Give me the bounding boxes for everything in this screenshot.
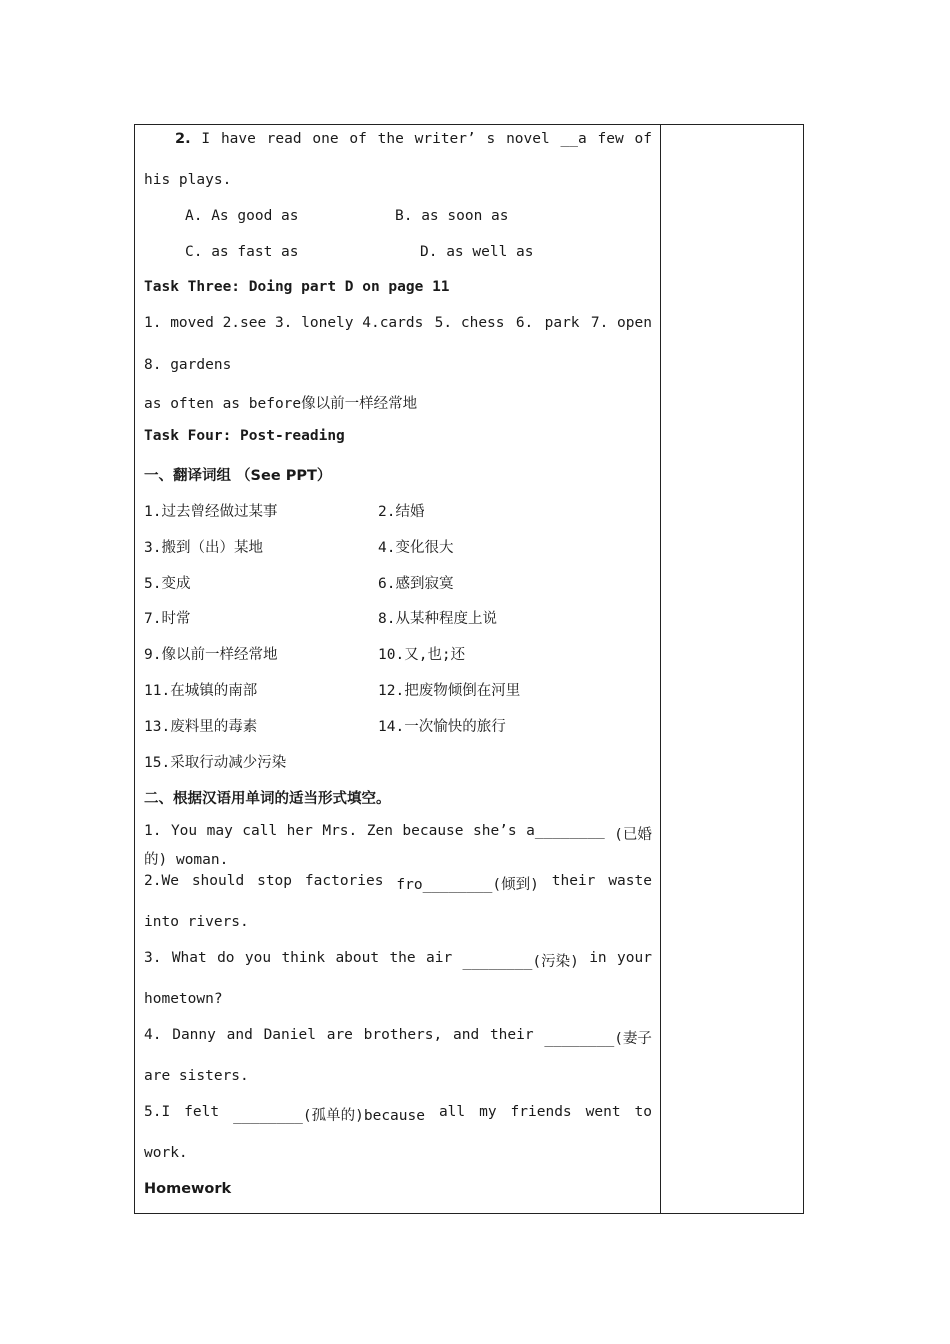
fill-word: ________(妻子	[544, 1031, 652, 1047]
fill-word: do	[217, 950, 235, 966]
fill-word: and	[453, 1027, 480, 1043]
fill-item-cont: work.	[144, 1145, 188, 1161]
q2-stem-word: of	[634, 131, 652, 147]
fill-word: waste	[608, 873, 652, 889]
q2-stem-cont: his plays.	[144, 172, 232, 188]
q2-stem-word: s	[486, 131, 496, 147]
fill-word: (已婚	[614, 827, 652, 843]
fill-word: factories	[304, 873, 384, 889]
fill-word: What	[171, 950, 207, 966]
q2-stem-word: I	[201, 131, 211, 147]
phrase-item: 1.过去曾经做过某事	[144, 504, 278, 520]
task-four-title: Task Four: Post-reading	[144, 428, 345, 444]
fill-word: Daniel	[263, 1027, 316, 1043]
fill-word: stop	[257, 873, 293, 889]
answer-word: 7. open	[590, 315, 652, 331]
phrase-item: 7.时常	[144, 611, 191, 627]
fill-word: felt	[184, 1104, 220, 1120]
fill-word: friends	[510, 1104, 572, 1120]
column-divider	[660, 125, 661, 1213]
fill-word: You	[170, 823, 198, 839]
phrase-item: 11.在城镇的南部	[144, 683, 258, 699]
fill-word: 4.	[144, 1027, 162, 1043]
task-three-answers-cont: 8. gardens	[144, 357, 232, 373]
fill-word: my	[479, 1104, 497, 1120]
answer-word: 5. chess	[434, 315, 505, 331]
fill-word: 5.I	[144, 1104, 171, 1120]
fill-word: your	[617, 950, 652, 966]
phrase-item: 8.从某种程度上说	[378, 611, 497, 627]
fill-word: about	[335, 950, 380, 966]
q2-stem-word: of	[349, 131, 367, 147]
fill-item	[144, 823, 652, 844]
fill-word: all	[438, 1104, 466, 1120]
q2-stem-line	[175, 131, 652, 147]
answer-word: 1. moved 2.see 3. lonely 4.cards	[144, 315, 424, 331]
q2-stem-word: few	[597, 131, 624, 147]
phrase-item: 6.感到寂寞	[378, 576, 454, 592]
fill-word: in	[589, 950, 607, 966]
fill-item	[144, 1104, 652, 1125]
q2-number: 2.	[175, 131, 191, 147]
q2-option-a: A. As good as	[185, 208, 299, 224]
phrase-item: 5.变成	[144, 576, 191, 592]
fill-word: her	[286, 823, 313, 839]
fill-item-cont: hometown?	[144, 991, 223, 1007]
fill-word: to	[634, 1104, 652, 1120]
task-three-title: Task Three: Doing part D on page 11	[144, 279, 450, 295]
fill-word: 2.We	[144, 873, 179, 889]
q2-stem-word: have	[220, 131, 256, 147]
task-three-note: as often as before像以前一样经常地	[144, 396, 418, 412]
phrase-item: 2.结婚	[378, 504, 425, 520]
fill-word: Zen	[366, 823, 393, 839]
fill-word: fro________(倾到)	[396, 877, 539, 893]
fill-word: because	[402, 823, 464, 839]
fill-word: Mrs.	[322, 823, 358, 839]
fill-word: you	[244, 950, 272, 966]
fill-word: ________(污染)	[462, 954, 579, 970]
fill-word: think	[281, 950, 326, 966]
fill-item	[144, 1027, 652, 1048]
fill-word: are	[326, 1027, 353, 1043]
phrase-item: 9.像以前一样经常地	[144, 647, 278, 663]
fill-word: 3.	[144, 950, 162, 966]
worksheet-table	[134, 124, 804, 1214]
fill-word: went	[585, 1104, 621, 1120]
fill-word: should	[191, 873, 245, 889]
task-three-answers	[144, 315, 652, 331]
fill-word: may	[206, 823, 233, 839]
fill-word: Danny	[172, 1027, 216, 1043]
section2-title: 二、根据汉语用单词的适当形式填空。	[144, 791, 391, 807]
fill-item-cont: 的) woman.	[144, 852, 229, 868]
phrase-item: 15.采取行动减少污染	[144, 755, 287, 771]
q2-stem-word: __a	[560, 131, 587, 147]
fill-word: the	[389, 950, 416, 966]
fill-word: call	[242, 823, 278, 839]
q2-option-b: B. as soon as	[395, 208, 509, 224]
q2-stem-word: one	[312, 131, 339, 147]
fill-word: their	[551, 873, 596, 889]
fill-word: air	[425, 950, 453, 966]
fill-word: brothers,	[363, 1027, 443, 1043]
q2-stem-word: writer’	[414, 131, 476, 147]
phrase-item: 14.一次愉快的旅行	[378, 719, 506, 735]
answer-word: 6.	[515, 315, 534, 331]
q2-stem-word: novel	[506, 131, 550, 147]
phrase-item: 3.搬到（出）某地	[144, 540, 263, 556]
fill-item	[144, 873, 652, 894]
fill-item	[144, 950, 652, 971]
homework-title: Homework	[144, 1181, 232, 1197]
phrase-item: 10.又,也;还	[378, 647, 466, 663]
fill-word: their	[489, 1027, 534, 1043]
fill-item-cont: are sisters.	[144, 1068, 249, 1084]
phrase-item: 13.废料里的毒素	[144, 719, 258, 735]
fill-word: she’s	[472, 823, 517, 839]
fill-word: and	[226, 1027, 253, 1043]
fill-item-cont: into rivers.	[144, 914, 249, 930]
phrase-item: 12.把废物倾倒在河里	[378, 683, 521, 699]
answer-word: park	[544, 315, 580, 331]
phrase-item: 4.变化很大	[378, 540, 454, 556]
fill-word: ________(孤单的)because	[233, 1108, 425, 1124]
section1-title: 一、翻译词组 （See PPT）	[144, 468, 332, 484]
q2-stem-word: read	[266, 131, 302, 147]
fill-word: 1.	[144, 823, 162, 839]
q2-option-d: D. as well as	[420, 244, 534, 260]
fill-word: a________	[526, 823, 605, 839]
q2-stem-word: the	[377, 131, 404, 147]
q2-option-c: C. as fast as	[185, 244, 299, 260]
